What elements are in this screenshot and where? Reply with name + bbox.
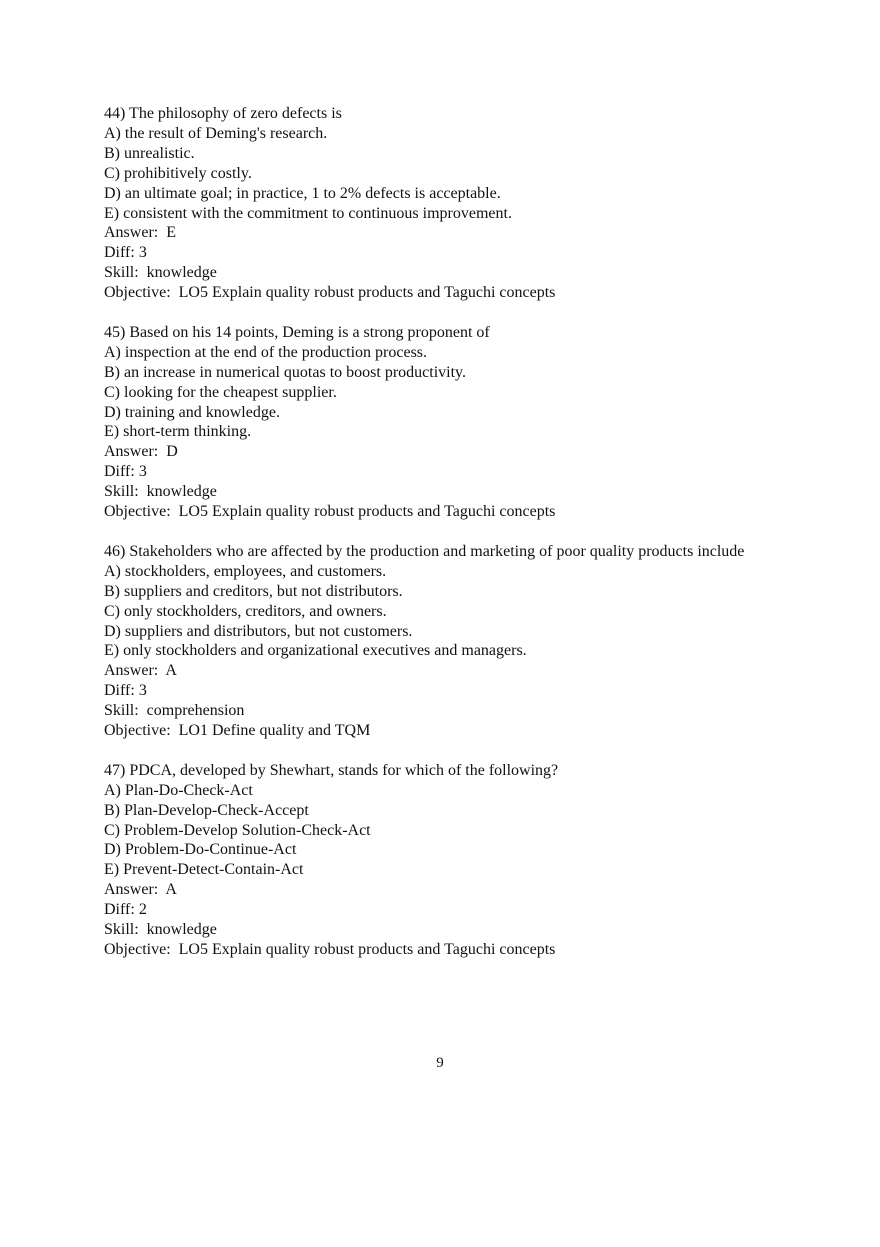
objective-line: Objective: LO5 Explain quality robust products and Taguchi concepts	[104, 503, 556, 521]
option-c: C) Problem-Develop Solution-Check-Act	[104, 821, 371, 839]
option-b: B) unrealistic.	[104, 144, 195, 162]
skill-line: Skill: knowledge	[104, 264, 217, 282]
page-number: 9	[436, 1055, 444, 1071]
option-a: A) Plan-Do-Check-Act	[104, 781, 253, 799]
option-a: A) the result of Deming's research.	[104, 124, 328, 142]
option-c: C) looking for the cheapest supplier.	[104, 383, 337, 401]
answer-line: Answer: D	[104, 443, 178, 461]
option-a: A) stockholders, employees, and customers.	[104, 562, 387, 580]
answer-line: Answer: A	[104, 662, 177, 680]
skill-line: Skill: knowledge	[104, 921, 217, 939]
option-e: E) short-term thinking.	[104, 423, 252, 441]
option-d: D) an ultimate goal; in practice, 1 to 2% defects is acceptable.	[104, 184, 501, 202]
difficulty-line: Diff: 3	[104, 682, 147, 700]
question-46	[104, 542, 784, 741]
answer-line: Answer: A	[104, 881, 177, 899]
option-d: D) Problem-Do-Continue-Act	[104, 841, 297, 859]
question-stem: 47) PDCA, developed by Shewhart, stands for which of the following?	[104, 761, 559, 779]
question-stem: 44) The philosophy of zero defects is	[104, 105, 342, 122]
option-c: C) prohibitively costly.	[104, 164, 252, 182]
objective-line: Objective: LO5 Explain quality robust products and Taguchi concepts	[104, 941, 556, 959]
difficulty-line: Diff: 3	[104, 244, 147, 262]
question-stem: 46) Stakeholders who are affected by the production and marketing of poor quality products include	[104, 542, 745, 560]
option-a: A) inspection at the end of the production process.	[104, 343, 428, 361]
document-page	[104, 104, 784, 980]
objective-line: Objective: LO1 Define quality and TQM	[104, 722, 371, 740]
option-d: D) training and knowledge.	[104, 403, 280, 421]
question-45	[104, 323, 784, 522]
option-e: E) consistent with the commitment to continuous improvement.	[104, 204, 512, 222]
difficulty-line: Diff: 2	[104, 901, 147, 919]
answer-line: Answer: E	[104, 224, 176, 242]
option-e: E) Prevent-Detect-Contain-Act	[104, 861, 304, 879]
question-47	[104, 761, 784, 960]
skill-line: Skill: comprehension	[104, 702, 245, 720]
question-44	[104, 104, 784, 303]
option-b: B) an increase in numerical quotas to boost productivity.	[104, 363, 466, 381]
option-b: B) Plan-Develop-Check-Accept	[104, 801, 309, 819]
option-e: E) only stockholders and organizational executives and managers.	[104, 642, 527, 660]
option-c: C) only stockholders, creditors, and owners.	[104, 602, 387, 620]
option-d: D) suppliers and distributors, but not customers.	[104, 622, 413, 640]
difficulty-line: Diff: 3	[104, 463, 147, 481]
option-b: B) suppliers and creditors, but not distributors.	[104, 582, 403, 600]
objective-line: Objective: LO5 Explain quality robust products and Taguchi concepts	[104, 284, 556, 302]
question-stem: 45) Based on his 14 points, Deming is a strong proponent of	[104, 323, 490, 341]
skill-line: Skill: knowledge	[104, 483, 217, 501]
